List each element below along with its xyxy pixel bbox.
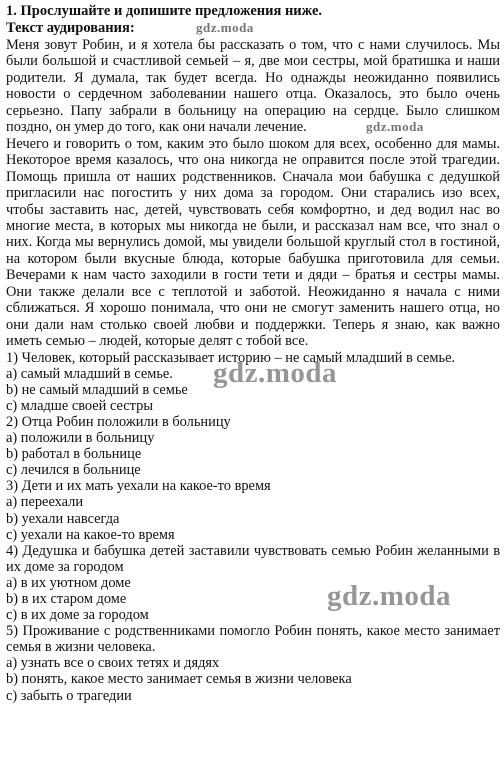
question-block — [6, 414, 500, 478]
watermark-text: gdz.moda — [366, 119, 424, 134]
question-block — [6, 543, 500, 623]
question-block — [6, 623, 500, 703]
text-paragraph: Меня зовут Робин, и я хотела бы рассказать о том, что с нами случилось. Мы были большой и счастливой семьей – я, две мои сестры, мой братишка и наши родители. Я думала, так будет всегда. Но однажды неожиданно появились новости о сердечном заболевании нашего отца. Оказалось, это было очень серьезно. Папу забрали в больницу на операцию на сердце. Было слишком поздно, он умер до того, как они начали лечение. — [6, 37, 500, 136]
watermark-text: gdz.moda — [327, 580, 452, 612]
answer-option: b) уехали навсегда — [6, 510, 120, 527]
task-subtitle: Текст аудирования: — [6, 20, 135, 36]
answer-option: c) лечился в больнице — [6, 462, 141, 479]
answer-option: c) уехали на какое-то время — [6, 526, 175, 543]
answer-option: a) положили в больницу — [6, 430, 155, 447]
question-block — [6, 350, 500, 414]
question-stem: 5) Проживание с родственниками помогло Робин понять, какое место занимает семья в жизни человека. — [6, 623, 500, 656]
answer-option: c) в их доме за городом — [6, 607, 149, 624]
question-stem: 2) Отца Робин положили в больницу — [6, 413, 231, 430]
answer-option: b) не самый младший в семье — [6, 381, 188, 398]
answer-option: b) понять, какое место занимает семья в жизни человека — [6, 671, 352, 688]
watermark-text: gdz.moda — [213, 357, 338, 389]
watermark-text: gdz.moda — [196, 20, 254, 35]
question-stem: 1) Человек, который рассказывает историю – не самый младший в семье. — [6, 349, 456, 366]
text-paragraph: Нечего и говорить о том, каким это было шоком для всех, особенно для мамы. Некоторое время казалось, что она никогда не оправится после этой трагедии. Помощь пришла от наших родственников. Сначала мои бабушка с дедушкой пригласили нас погостить у них дома за городом. Они старались изо всех, чтобы заставить нас, детей, чувствовать себя комфортно, и дед водил нас во многие места, в которых мы никогда не были, и рассказал нам все, что знал о них. Когда мы вернулись домой, мы увидели большой круглый стол в гостиной, на котором были вкусные блюда, которые бабушка приготовила для семьи. Вечерами к нам часто заходили в гости тети и дяди – братья и сестры мамы. Они также делали все с теплотой и заботой. Неожиданно я начала с ними сближаться. Я хорошо понимала, что они не смогут заменить нашего отца, но они дали нам столько своей любви и поддержки. Теперь я знаю, как важно иметь семью – людей, которые делят с тобой все. — [6, 135, 500, 350]
answer-option: b) в их старом доме — [6, 591, 127, 608]
task-title: 1. Прослушайте и допишите предложения ниже. — [6, 3, 323, 19]
answer-option: c) забыть о трагедии — [6, 687, 132, 704]
document-page — [6, 3, 500, 704]
answer-option: a) самый младший в семье. — [6, 365, 173, 382]
question-stem: 4) Дедушка и бабушка детей заставили чувствовать семью Робин желанными в их доме за городом — [6, 542, 500, 575]
answer-option: b) работал в больнице — [6, 446, 142, 463]
question-block — [6, 478, 500, 542]
answer-option: a) узнать все о своих тетях и дядях — [6, 655, 220, 672]
answer-option: a) переехали — [6, 494, 84, 511]
answer-option: a) в их уютном доме — [6, 574, 131, 591]
answer-option: c) младше своей сестры — [6, 397, 154, 414]
question-stem: 3) Дети и их мать уехали на какое-то время — [6, 478, 271, 495]
